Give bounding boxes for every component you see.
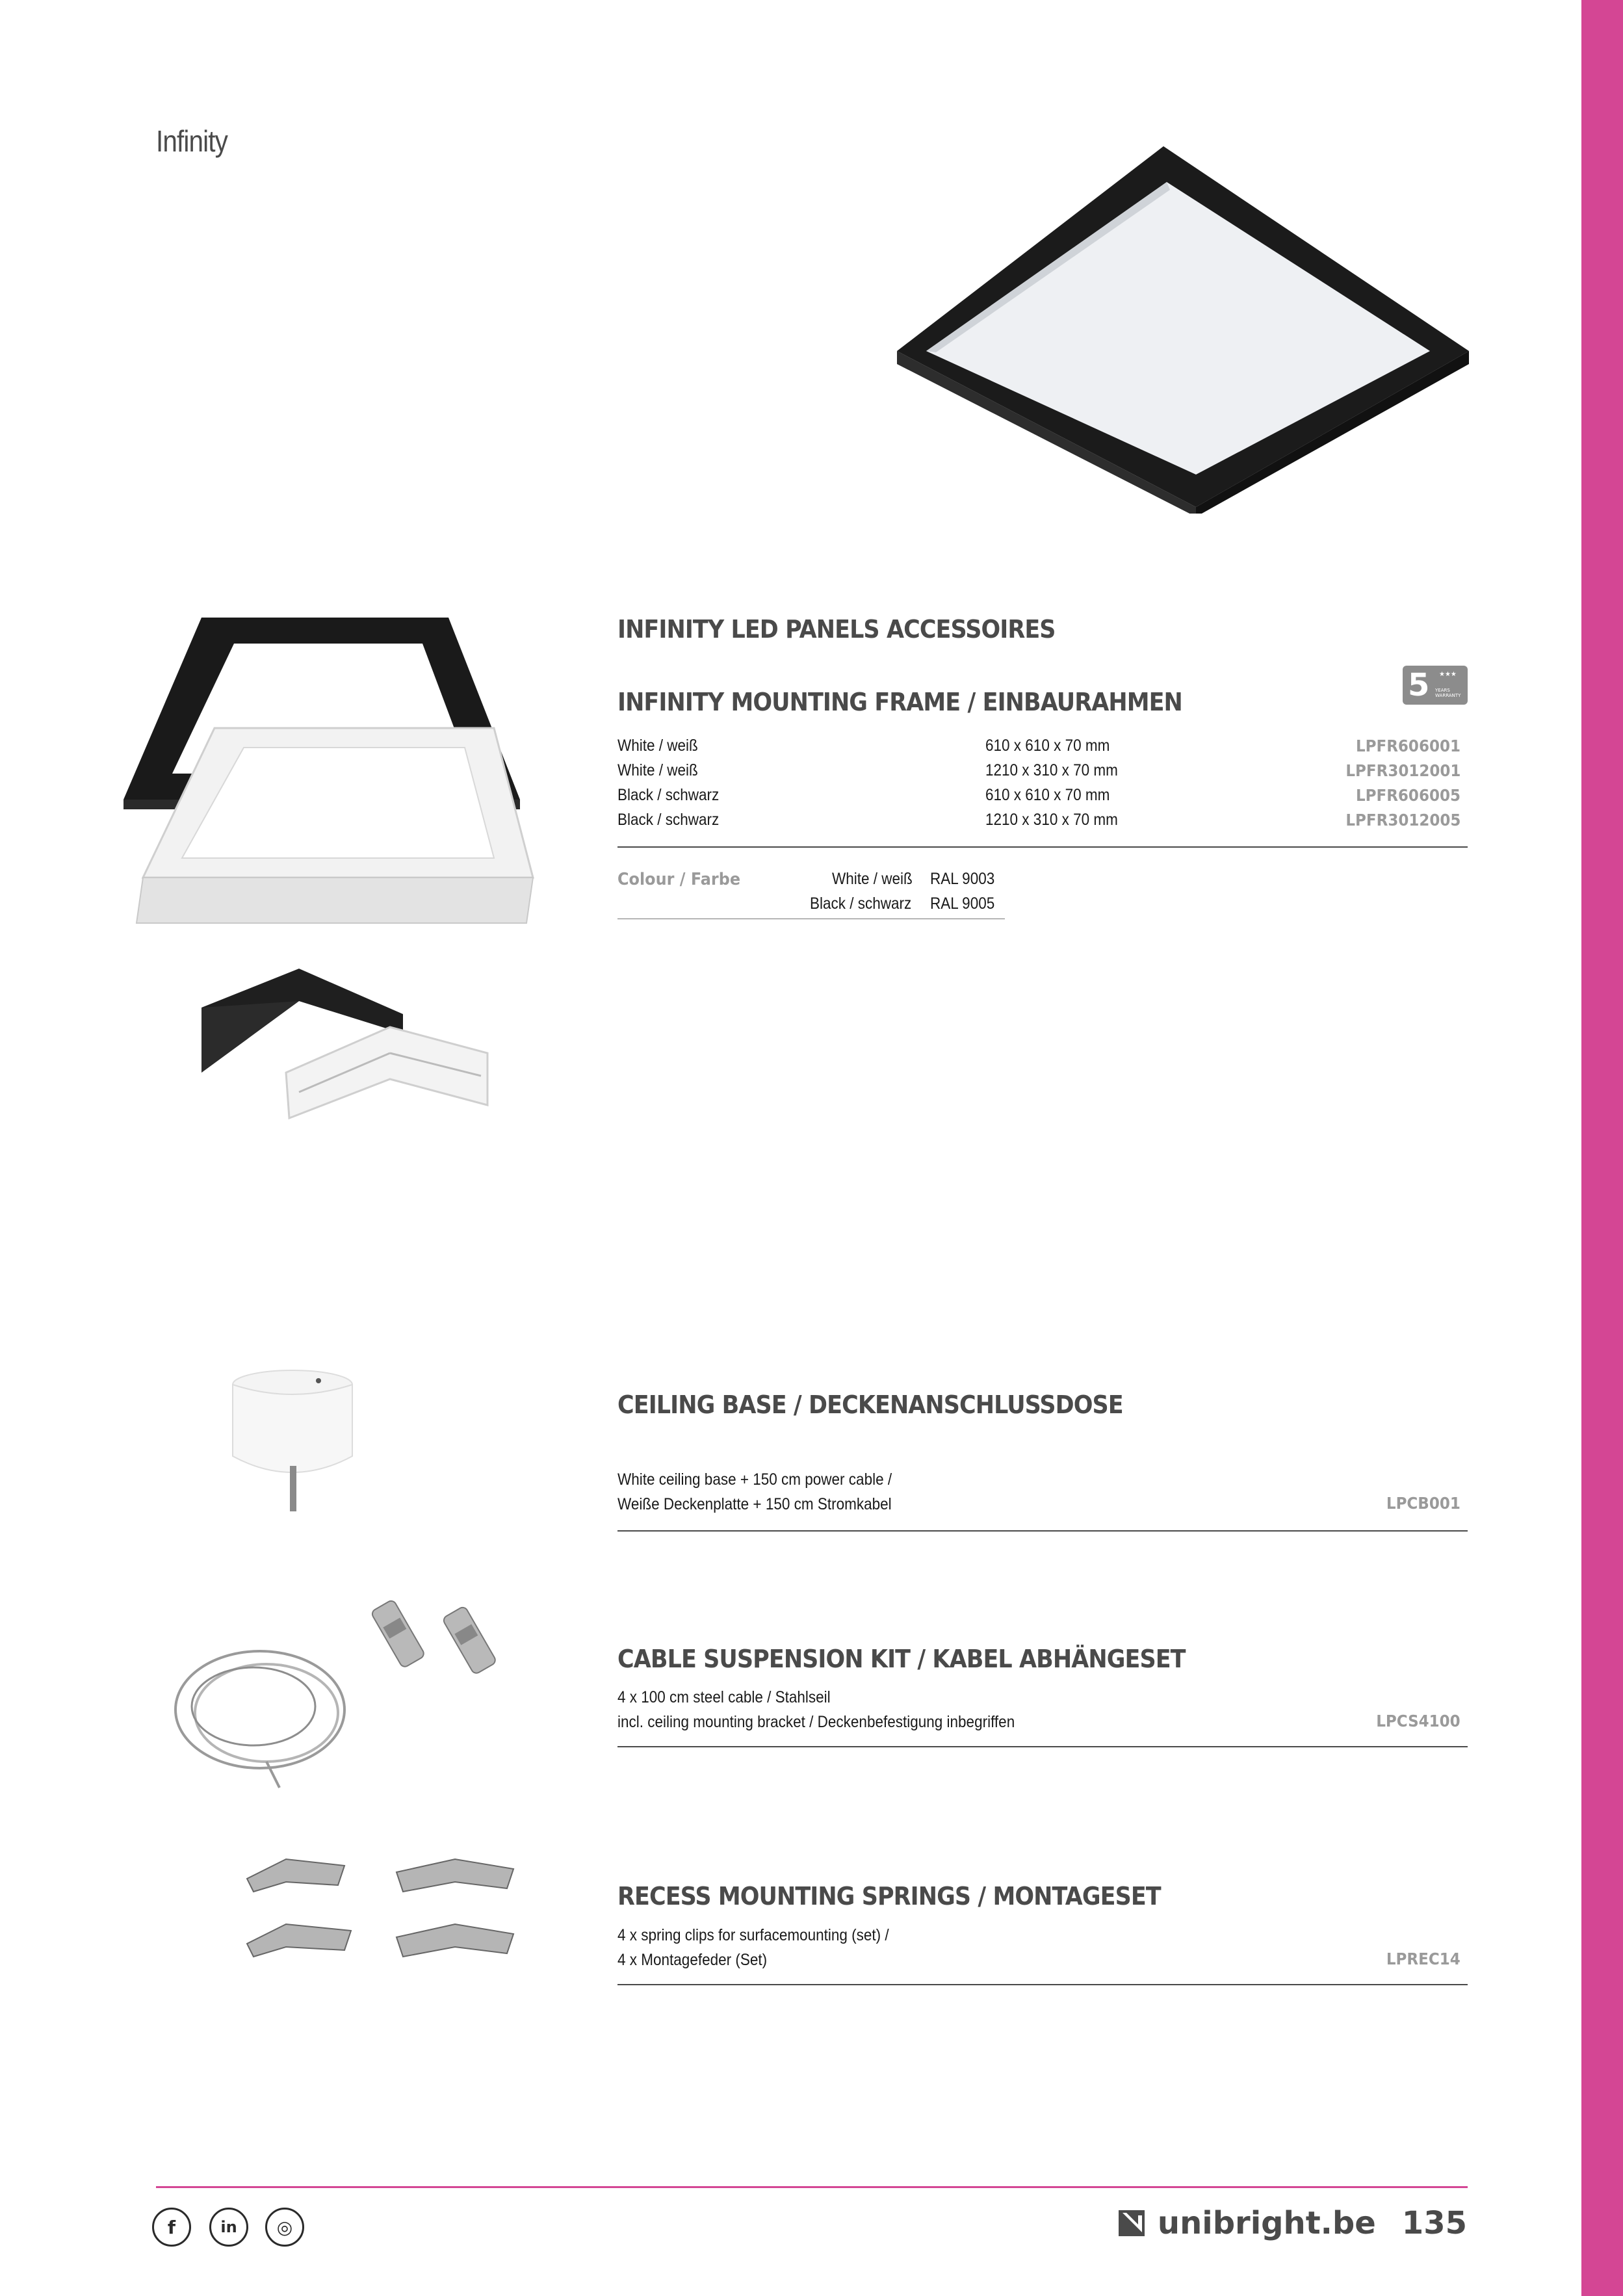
springs-code: LPREC14: [1386, 1950, 1461, 1968]
unibright-logo-icon: [1119, 2210, 1145, 2236]
frame-row-colour: White / weiß: [617, 737, 698, 755]
frame-row-size: 610 x 610 x 70 mm: [985, 786, 1110, 804]
mounting-springs-image: [240, 1853, 520, 1976]
ceiling-base-line2: Weiße Deckenplatte + 150 cm Stromkabel: [617, 1495, 892, 1513]
mounting-frame-image: [117, 611, 539, 936]
mounting-frame-title: INFINITY MOUNTING FRAME / EINBAURAHMEN: [617, 688, 1182, 716]
side-accent-bar: [1581, 0, 1623, 2296]
ceiling-base-line1: White ceiling base + 150 cm power cable /: [617, 1470, 892, 1489]
footer-divider: [156, 2186, 1468, 2188]
cable-suspension-kit-image: [169, 1599, 520, 1827]
page-title: Infinity: [156, 124, 227, 158]
facebook-icon[interactable]: f: [152, 2208, 191, 2247]
frame-row-code: LPFR606001: [1356, 737, 1461, 755]
frame-corner-detail-image: [195, 962, 494, 1125]
ceiling-base-image: [227, 1365, 357, 1515]
brand-block: [1119, 2205, 1467, 2241]
springs-title: RECESS MOUNTING SPRINGS / MONTAGESET: [617, 1882, 1161, 1911]
frame-row-code: LPFR606005: [1356, 786, 1461, 805]
frame-row-code: LPFR3012001: [1345, 761, 1461, 780]
colour-ral: RAL 9005: [930, 894, 995, 913]
brand-name: unibright.be: [1157, 2205, 1376, 2241]
linkedin-icon[interactable]: in: [209, 2208, 248, 2247]
ceiling-base-title: CEILING BASE / DECKENANSCHLUSSDOSE: [617, 1390, 1123, 1419]
led-panel-image: [890, 143, 1475, 514]
warranty-text: YEARS WARRANTY: [1435, 688, 1461, 698]
colour-name: Black / schwarz: [810, 894, 912, 913]
page-number: 135: [1401, 2205, 1467, 2241]
colour-label: Colour / Farbe: [617, 870, 741, 889]
frame-row-colour: Black / schwarz: [617, 786, 720, 804]
cable-kit-code: LPCS4100: [1376, 1712, 1461, 1730]
ceiling-base-code: LPCB001: [1386, 1494, 1461, 1513]
ceiling-base-divider: [617, 1530, 1468, 1532]
warranty-years: 5: [1408, 667, 1430, 703]
frame-row-colour: White / weiß: [617, 761, 698, 779]
warranty-badge: [1403, 666, 1468, 705]
frame-row-size: 1210 x 310 x 70 mm: [985, 811, 1118, 829]
accessories-title: INFINITY LED PANELS ACCESSOIRES: [617, 615, 1056, 644]
frame-divider: [617, 846, 1468, 848]
frame-row-code: LPFR3012005: [1345, 811, 1461, 829]
instagram-icon[interactable]: ◎: [265, 2208, 304, 2247]
cable-kit-line2: incl. ceiling mounting bracket / Deckenbefestigung inbegriffen: [617, 1713, 1015, 1731]
cable-kit-divider: [617, 1746, 1468, 1747]
frame-row-colour: Black / schwarz: [617, 811, 720, 829]
springs-line2: 4 x Montagefeder (Set): [617, 1951, 768, 1969]
springs-line1: 4 x spring clips for surfacemounting (set) /: [617, 1926, 889, 1944]
frame-row-size: 1210 x 310 x 70 mm: [985, 761, 1118, 779]
cable-kit-line1: 4 x 100 cm steel cable / Stahlseil: [617, 1688, 831, 1706]
colour-name: White / weiß: [832, 870, 913, 888]
stars-icon: ★★★: [1439, 671, 1457, 678]
springs-divider: [617, 1984, 1468, 1985]
cable-kit-title: CABLE SUSPENSION KIT / KABEL ABHÄNGESET: [617, 1645, 1186, 1673]
colour-ral: RAL 9003: [930, 870, 995, 888]
frame-row-size: 610 x 610 x 70 mm: [985, 737, 1110, 755]
